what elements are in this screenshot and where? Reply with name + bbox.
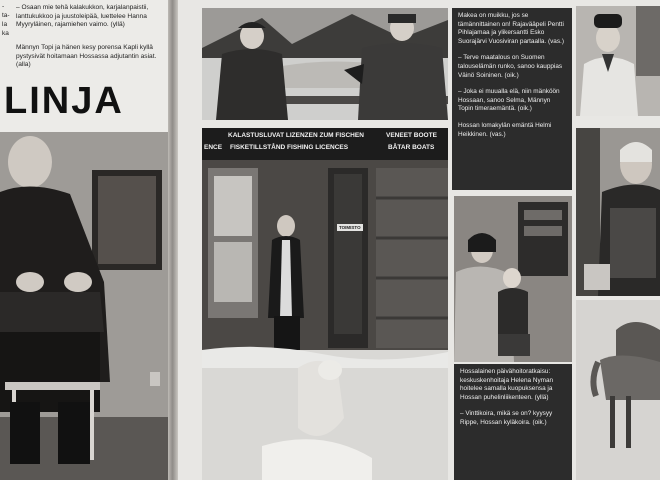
photo-image bbox=[576, 6, 660, 116]
caption-dog: – Vinttikoira, mikä se on? kyysyy Rippe, Hossan kyläkoira. (oik.) bbox=[460, 410, 553, 426]
left-page bbox=[0, 0, 168, 480]
caption-box bbox=[452, 8, 572, 190]
caption-helmi: Hossan lomakylän emäntä Helmi Heikkinen. (vas.) bbox=[458, 121, 552, 138]
sign-boats-top: VENEET BOOTE bbox=[386, 132, 437, 139]
side-fragment: la bbox=[2, 21, 8, 28]
photo-image bbox=[202, 128, 448, 480]
sign-fishing-licence-top: KALASTUSLUVAT LIZENZEN ZUM FISCHEN bbox=[228, 132, 364, 139]
sign-licence-left: ENCE bbox=[204, 144, 223, 151]
photo-shopkeeper bbox=[576, 6, 660, 116]
caption-selma: – Joka ei muualla elä, niin mänköön Hossaan, sanoo Selma, Männyn Topin timeraemäntä. (oik.) bbox=[458, 88, 560, 113]
photo-man-in-sweater bbox=[0, 132, 168, 480]
page-gutter bbox=[168, 0, 178, 480]
photo-image bbox=[0, 132, 168, 480]
photo-border-guards-with-fish bbox=[202, 8, 448, 120]
caption-daycare: Hossalainen päivähoitoratkaisu: keskuskenhoitaja Helena Nyman hoitelee samalla kuopuksensa ja Hossan puhelinliikenteen. (yllä) bbox=[460, 368, 554, 401]
sign-boats-mid: BÅTAR BOATS bbox=[388, 144, 435, 151]
right-page bbox=[178, 0, 660, 480]
headline: LINJA bbox=[4, 80, 124, 122]
side-fragment: - bbox=[2, 3, 5, 10]
photo-image bbox=[576, 300, 660, 480]
photo-village-dog bbox=[576, 300, 660, 480]
caption-shopkeeper: – Terve maatalous on Suomen talouselämän runko, sanoo kauppias Väinö Soininen. (oik.) bbox=[458, 54, 563, 79]
photo-image bbox=[576, 128, 660, 296]
left-caption-2: Männyn Topi ja hänen kesy porensa Kapli kyllä pystysivät hoitamaan Hossassa adjutantin asiat. (alla) bbox=[16, 44, 157, 69]
photo-image bbox=[202, 8, 448, 120]
side-fragment: ta- bbox=[2, 12, 10, 19]
photo-image bbox=[454, 196, 572, 362]
caption-box-bottom bbox=[454, 364, 572, 480]
sign-fishing-licence-mid: FISKETILLSTÅND FISHING LICENCES bbox=[230, 144, 349, 151]
side-fragment: ka bbox=[2, 30, 9, 37]
caption-fish: Makea on muikku, jos se tämännittainen on! Rajavääpeli Pentti Pihlajamaa ja ylikersantti Esko Suorajärvi Vuosiviran partaalla. (vas.) bbox=[458, 12, 564, 45]
photo-fishing-licence-office bbox=[202, 128, 448, 480]
photo-innkeeper-woman bbox=[576, 128, 660, 296]
left-caption-1: – Osaan mie tehä kalakukkon, karjalanpaistii, lanttukukkoo ja juustoleipää, luettelee Hanna Myyryläinen, rajamiehen vaimo. (yllä) bbox=[16, 4, 149, 29]
door-sign: TOIMISTO bbox=[339, 225, 361, 230]
left-side-fragments bbox=[2, 2, 12, 38]
photo-mother-and-child bbox=[454, 196, 572, 362]
